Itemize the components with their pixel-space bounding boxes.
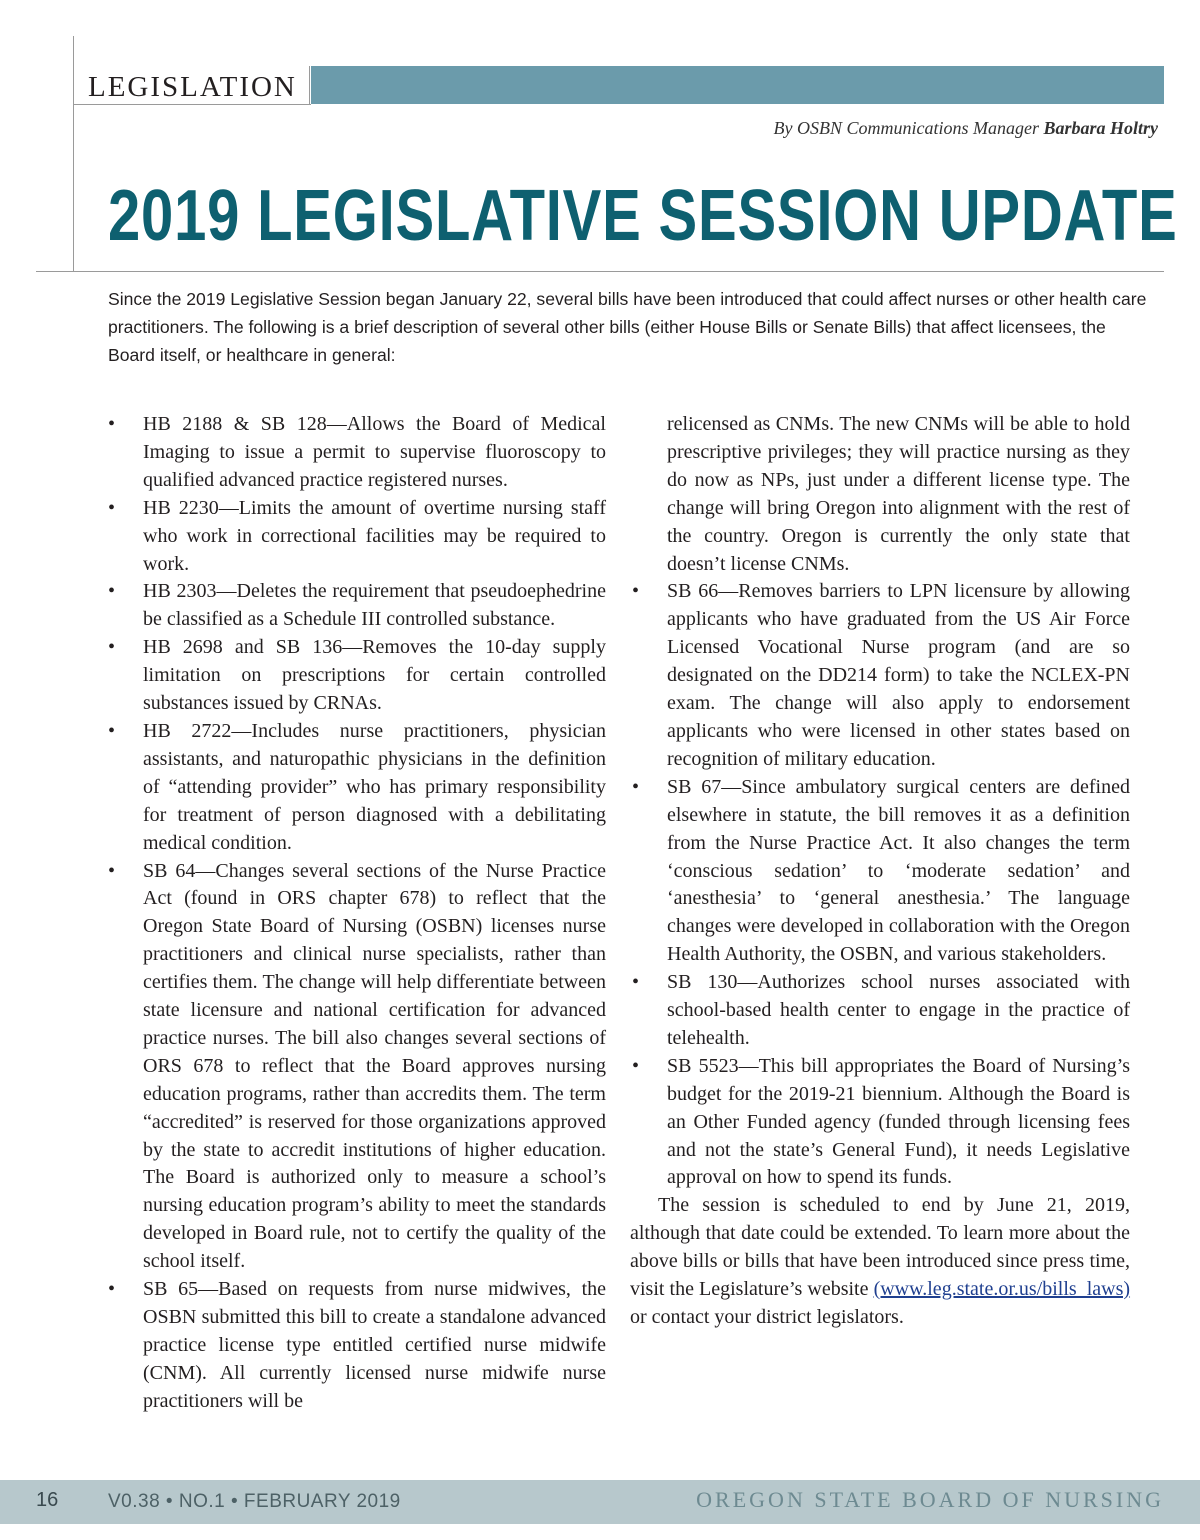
page-number: 16: [36, 1489, 59, 1511]
bill-list-left: [106, 411, 606, 1416]
byline: [774, 118, 1159, 139]
closing-text: The session is scheduled to end by June 21, 2019, although that date could be extended. To learn more about the above bills or bills that have been introduced since press time, visit the Legislature’s website: [630, 1194, 1130, 1301]
list-item: • SB 5523—This bill appropriates the Board of Nursing’s budget for the 2019-21 biennium. Although the Board is an Other Funded agency (funded through licensing fees and not the state’s General Fund), it needs Legislative approval on how to spend its funds.: [630, 1053, 1130, 1193]
left-column: [106, 411, 606, 1416]
list-item: • HB 2230—Limits the amount of overtime nursing staff who work in correctional facilities may be required to work.: [106, 495, 606, 579]
publisher-name: OREGON STATE BOARD OF NURSING: [696, 1487, 1164, 1512]
list-item: • SB 65—Based on requests from nurse midwives, the OSBN submitted this bill to create a standalone advanced practice license type entitled certified nurse midwife (CNM). All currently licensed nurse midwife nurse practitioners will be: [106, 1276, 606, 1416]
list-item: • SB 66—Removes barriers to LPN licensure by allowing applicants who have graduated from the US Air Force Licensed Vocational Nurse program (and are so designated on the DD214 form) to take the NCLEX-PN exam. The change will also apply to endorsement applicants who were licensed in other states based on recognition of military education.: [630, 578, 1130, 773]
header-bar: [311, 66, 1164, 104]
list-item: • SB 67—Since ambulatory surgical centers are defined elsewhere in statute, the bill removes it as a definition from the Nurse Practice Act. It also changes the term ‘conscious sedation’ to ‘moderate sedation’ and ‘anesthesia’ to ‘general anesthesia.’ The language changes were developed in collaboration with the Oregon Health Authority, the OSBN, and various stakeholders.: [630, 774, 1130, 969]
continued-text: relicensed as CNMs. The new CNMs will be able to hold prescriptive privileges; they will practice nursing as they do now as NPs, just under a different license type. The change will bring Oregon into alignment with the rest of the country. Oregon is currently the only state that doesn’t license CNMs.: [667, 413, 1130, 575]
vertical-rule: [73, 36, 74, 272]
list-item: • SB 64—Changes several sections of the Nurse Practice Act (found in ORS chapter 678) to reflect that the Oregon State Board of Nursing (OSBN) licenses nurse practitioners and clinical nurse specialists, rather than certifies them. The change will help differentiate between state licensure and national certification for advanced practice nurses. The bill also changes several sections of ORS 678 to reflect that the Board approves nursing education programs, rather than accredits them. The term “accredited” is reserved for those organizations approved by the state to accredit institutions of higher education. The Board is authorized only to measure a school’s nursing education program’s ability to meet the standards developed in Board rule, not to certify the quality of the school itself.: [106, 858, 606, 1277]
page-title: 2019 LEGISLATIVE SESSION UPDATE: [108, 176, 1178, 256]
list-item: • HB 2188 & SB 128—Allows the Board of Medical Imaging to issue a permit to supervise fluoroscopy to qualified advanced practice registered nurses.: [106, 411, 606, 495]
issue-info: V0.38 • NO.1 • FEBRUARY 2019: [108, 1491, 401, 1512]
byline-author: Barbara Holtry: [1043, 118, 1158, 138]
legislature-link[interactable]: (www.leg.state.or.us/bills_laws): [873, 1278, 1131, 1301]
right-column: [630, 411, 1130, 1332]
label-underline: [73, 104, 311, 105]
list-item: • HB 2698 and SB 136—Removes the 10-day supply limitation on prescriptions for certain controlled substances issued by CRNAs.: [106, 634, 606, 718]
title-divider: [36, 271, 1164, 272]
header-separator: [309, 66, 310, 104]
intro-paragraph: Since the 2019 Legislative Session began January 22, several bills have been introduced that could affect nurses or other health care practitioners. The following is a brief description of several other bills (either House Bills or Senate Bills) that affect licensees, the Board itself, or healthcare in general:: [108, 289, 1147, 365]
byline-prefix: By OSBN Communications Manager: [773, 118, 1039, 138]
section-label: LEGISLATION: [88, 71, 297, 103]
list-item: • SB 130—Authorizes school nurses associated with school-based health center to engage in the practice of telehealth.: [630, 969, 1130, 1053]
bill-list-right: [630, 578, 1130, 1192]
closing-paragraph: [630, 1192, 1130, 1332]
list-item: • HB 2303—Deletes the requirement that pseudoephedrine be classified as a Schedule III controlled substance.: [106, 578, 606, 634]
closing-text-end: or contact your district legislators.: [630, 1306, 904, 1328]
list-item: • HB 2722—Includes nurse practitioners, physician assistants, and naturopathic physicians in the definition of “attending provider” who has primary responsibility for treatment of person diagnosed with a debilitating medical condition.: [106, 718, 606, 858]
